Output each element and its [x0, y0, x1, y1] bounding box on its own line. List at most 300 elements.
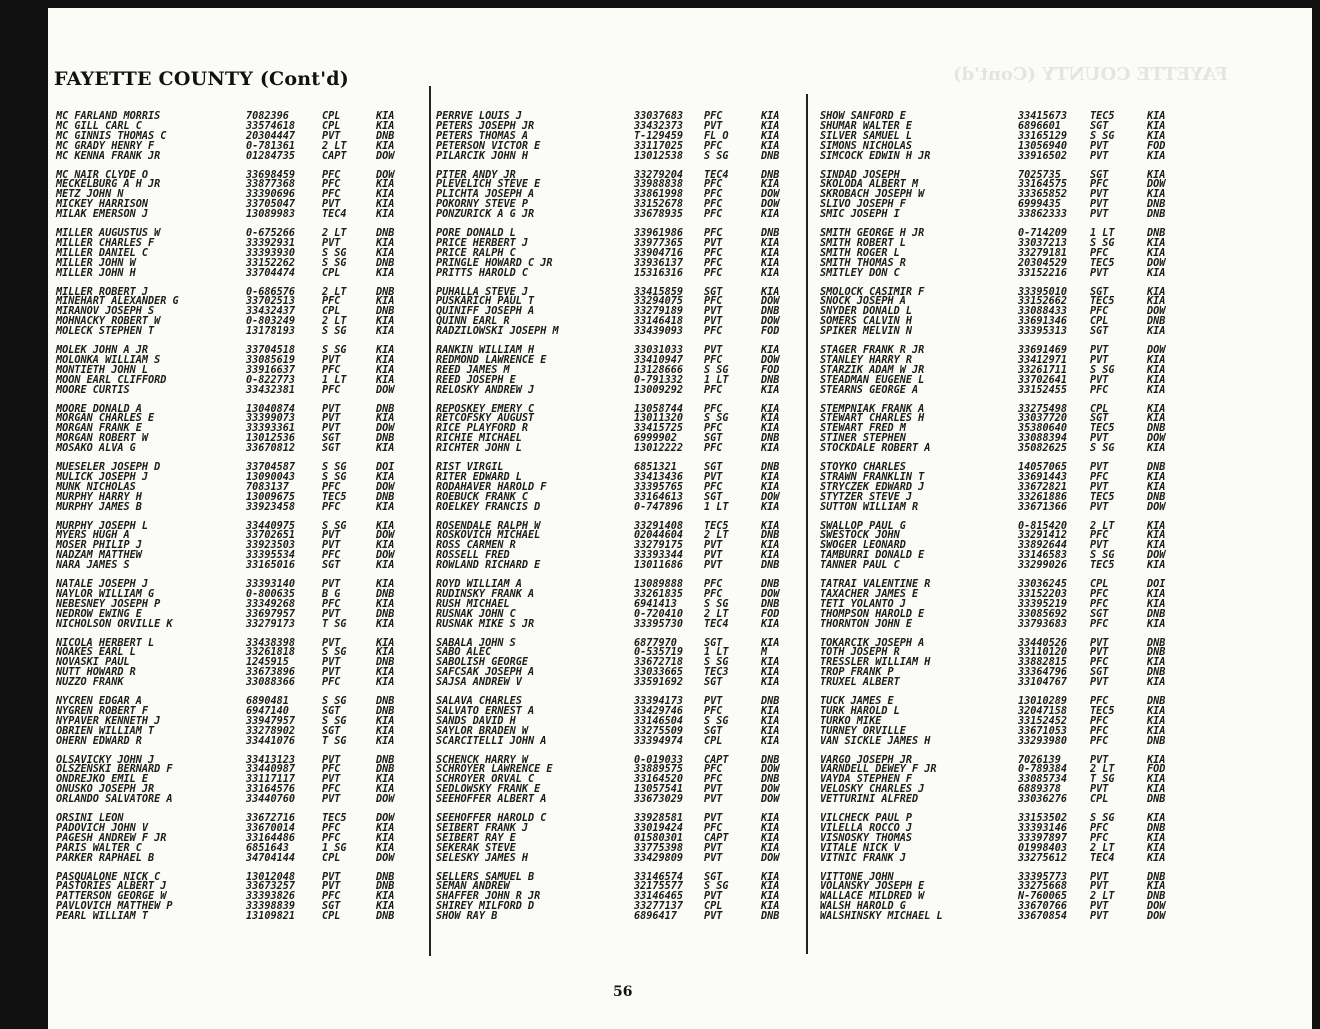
entry-status: KIA — [1147, 189, 1166, 201]
entry-rank: TEC5 — [322, 491, 347, 503]
entry-serial-number: 33432437 — [246, 306, 296, 318]
entry-rank: PVT — [322, 354, 341, 366]
entry-name: PERRVE LOUIS J — [436, 111, 522, 122]
roster-entry — [56, 795, 416, 805]
entry-status: KIA — [1147, 481, 1166, 493]
entry-status: DNB — [761, 150, 780, 162]
entry-serial-number: 33673029 — [634, 794, 684, 806]
entry-name: RELOSKY ANDREW J — [436, 384, 535, 396]
entry-status: DNB — [1147, 637, 1166, 649]
roster-entry — [56, 269, 416, 279]
roster-group — [56, 463, 416, 522]
entry-serial-number: 33429809 — [634, 852, 684, 864]
entry-serial-number: 33670854 — [1018, 911, 1068, 923]
entry-serial-number: 13012538 — [634, 150, 684, 162]
entry-status: KIA — [761, 130, 780, 142]
entry-name: RUDINSKY FRANK A — [436, 588, 535, 600]
entry-status: KIA — [1147, 813, 1166, 824]
entry-serial-number: 33037213 — [1018, 237, 1068, 249]
entry-serial-number: 33278902 — [246, 725, 296, 737]
entry-name: NAYLOR WILLIAM G — [56, 588, 155, 600]
entry-status: KIA — [376, 316, 395, 328]
entry-rank: 1 LT — [704, 647, 729, 659]
entry-rank: PVT — [322, 423, 341, 435]
entry-status: DNB — [376, 754, 395, 766]
entry-status: KIA — [376, 715, 395, 727]
entry-serial-number: 33104767 — [1018, 677, 1068, 689]
entry-name: MIRANOV JOSEPH S — [56, 306, 155, 318]
entry-rank: SGT — [322, 433, 341, 445]
entry-serial-number: 33702641 — [1018, 374, 1068, 386]
entry-rank: SGT — [322, 725, 341, 737]
entry-name: STEMPNIAK FRANK A — [820, 403, 925, 415]
entry-serial-number: 0-791332 — [634, 374, 684, 386]
entry-status: KIA — [376, 120, 395, 132]
entry-serial-number: 33394974 — [634, 735, 684, 747]
entry-name: SAYLOR BRADEN W — [436, 725, 529, 737]
entry-name: VILELLA ROCCO J — [820, 822, 913, 834]
entry-status: DOW — [761, 189, 780, 201]
entry-status: FOD — [761, 608, 780, 620]
entry-rank: PVT — [704, 345, 723, 356]
entry-status: KIA — [376, 443, 395, 455]
entry-name: TURKO MIKE — [820, 715, 882, 727]
entry-name: STOYKO CHARLES — [820, 462, 906, 473]
entry-name: SEKERAK STEVE — [436, 842, 516, 854]
entry-name: VITNIC FRANK J — [820, 852, 906, 864]
entry-name: SABOLISH GEORGE — [436, 657, 529, 669]
entry-serial-number: 33793683 — [1018, 618, 1068, 630]
entry-name: SMITH ROGER L — [820, 247, 900, 259]
entry-serial-number: 33364796 — [1018, 667, 1068, 679]
entry-serial-number: 6890481 — [246, 696, 289, 707]
entry-serial-number: 13009292 — [634, 384, 684, 396]
entry-serial-number: 33349268 — [246, 598, 296, 610]
entry-serial-number: 33294075 — [634, 296, 684, 308]
entry-rank: S SG — [1090, 130, 1115, 142]
entry-status: KIA — [376, 822, 395, 834]
roster-group — [56, 288, 416, 347]
entry-status: DNB — [761, 169, 780, 181]
entry-rank: 2 LT — [1090, 764, 1115, 776]
entry-status: DNB — [1147, 822, 1166, 834]
entry-rank: 2 LT — [322, 286, 347, 298]
entry-status: DNB — [761, 754, 780, 766]
entry-serial-number: 33088366 — [246, 677, 296, 689]
entry-status: KIA — [1147, 384, 1166, 396]
entry-name: PASTORIES ALBERT J — [56, 881, 167, 893]
entry-name: SAJSA ANDREW V — [436, 677, 522, 689]
entry-status: KIA — [761, 677, 780, 689]
entry-status: KIA — [376, 891, 395, 903]
entry-rank: PVT — [322, 608, 341, 620]
entry-serial-number: 33395773 — [1018, 871, 1068, 883]
entry-serial-number: 33393930 — [246, 247, 296, 259]
entry-status: DOW — [761, 491, 780, 503]
entry-name: ROELKEY FRANCIS D — [436, 501, 541, 513]
entry-serial-number: 33365852 — [1018, 189, 1068, 201]
entry-status: KIA — [761, 257, 780, 269]
entry-name: SWOGER LEONARD — [820, 540, 906, 552]
entry-rank: T SG — [322, 735, 347, 747]
entry-name: MILLER DANIEL C — [56, 247, 149, 259]
entry-status: DOW — [1147, 257, 1166, 269]
entry-rank: PVT — [704, 471, 723, 483]
entry-rank: PVT — [322, 637, 341, 649]
entry-rank: PVT — [1090, 189, 1109, 201]
roster-entry — [820, 678, 1180, 688]
entry-name: MOLONKA WILLIAM S — [56, 354, 161, 366]
entry-name: TUCK JAMES E — [820, 696, 894, 707]
entry-status: KIA — [761, 501, 780, 513]
entry-rank: TEC5 — [1090, 560, 1115, 572]
entry-name: ROSENDALE RALPH W — [436, 520, 541, 532]
entry-name: ORLANDO SALVATORE A — [56, 794, 173, 806]
entry-status: KIA — [761, 345, 780, 356]
roster-entry — [820, 327, 1180, 337]
roster-entry — [56, 444, 416, 454]
entry-rank: PFC — [322, 764, 341, 776]
entry-status: KIA — [376, 326, 395, 338]
entry-name: MURPHY HARRY H — [56, 491, 142, 503]
entry-name: WALSH HAROLD G — [820, 901, 906, 913]
column-divider — [429, 86, 431, 956]
roster-entry — [820, 269, 1180, 279]
entry-status: DNB — [376, 228, 395, 239]
entry-name: SHIREY MILFORD D — [436, 901, 535, 913]
entry-serial-number: 33440760 — [246, 794, 296, 806]
entry-name: SCHROYER ORVAL C — [436, 774, 535, 786]
entry-rank: PFC — [322, 891, 341, 903]
entry-rank: PVT — [704, 911, 723, 923]
entry-serial-number: 33672716 — [246, 813, 296, 824]
entry-name: PLEVELICH STEVE E — [436, 179, 541, 191]
entry-name: SWALLOP PAUL G — [820, 520, 906, 532]
entry-rank: 2 LT — [1090, 891, 1115, 903]
entry-rank: TEC4 — [322, 209, 347, 221]
entry-status: DNB — [1147, 647, 1166, 659]
entry-serial-number: 33415725 — [634, 423, 684, 435]
entry-status: DNB — [376, 306, 395, 318]
entry-serial-number: 0-714209 — [1018, 228, 1068, 239]
entry-name: PITER ANDY JR — [436, 169, 516, 181]
roster-group — [436, 112, 796, 171]
entry-name: PRINGLE HOWARD C JR — [436, 257, 553, 269]
roster-group — [820, 697, 1180, 756]
entry-status: KIA — [1147, 296, 1166, 308]
entry-serial-number: 33705047 — [246, 199, 296, 211]
entry-status: KIA — [761, 247, 780, 259]
entry-status: M — [761, 647, 768, 659]
roster-group — [436, 229, 796, 288]
entry-serial-number: 33261711 — [1018, 364, 1068, 376]
entry-serial-number: 33036245 — [1018, 579, 1068, 590]
document-page — [48, 8, 1312, 1029]
entry-name: NARA JAMES S — [56, 560, 130, 572]
entry-name: TANNER PAUL C — [820, 560, 900, 572]
entry-serial-number: 33678935 — [634, 209, 684, 221]
entry-name: SEEHOFFER HAROLD C — [436, 813, 547, 824]
entry-name: REPOSKEY EMERY C — [436, 403, 535, 415]
roster-group — [436, 522, 796, 581]
entry-serial-number: 33146574 — [634, 871, 684, 883]
entry-serial-number: 33892644 — [1018, 540, 1068, 552]
entry-rank: PVT — [704, 813, 723, 824]
entry-name: WALSHINSKY MICHAEL L — [820, 911, 943, 923]
entry-rank: PFC — [1090, 618, 1109, 630]
entry-rank: PFC — [704, 588, 723, 600]
entry-rank: PFC — [1090, 306, 1109, 318]
entry-name: PATTERSON GEORGE W — [56, 891, 167, 903]
entry-status: FOD — [1147, 764, 1166, 776]
roster-entry — [436, 620, 796, 630]
entry-name: SALAVA CHARLES — [436, 696, 522, 707]
entry-rank: S SG — [704, 715, 729, 727]
entry-status: DOW — [376, 384, 395, 396]
entry-status: DNB — [1147, 491, 1166, 503]
entry-status: DNB — [761, 598, 780, 610]
bleed-through-text: FAYETTE COUNTY (Cont'd) — [953, 64, 1229, 85]
entry-status: KIA — [376, 179, 395, 191]
entry-status: DOW — [761, 764, 780, 776]
entry-status: KIA — [761, 209, 780, 221]
entry-status: DOW — [1147, 306, 1166, 318]
roster-group — [56, 756, 416, 815]
entry-serial-number: 6947140 — [246, 705, 289, 717]
roster-group — [56, 580, 416, 639]
entry-name: TAMBURRI DONALD E — [820, 550, 925, 562]
entry-name: NEBESNEY JOSEPH P — [56, 598, 161, 610]
entry-serial-number: 33152262 — [246, 257, 296, 269]
entry-serial-number: 01998403 — [1018, 842, 1068, 854]
entry-name: SHAFFER JOHN R JR — [436, 891, 541, 903]
entry-rank: SGT — [704, 871, 723, 883]
entry-rank: S SG — [322, 462, 347, 473]
entry-name: MORGAN CHARLES E — [56, 413, 155, 425]
entry-serial-number: 33415673 — [1018, 111, 1068, 122]
entry-serial-number: 0-822773 — [246, 374, 296, 386]
entry-name: VILCHECK PAUL P — [820, 813, 913, 824]
entry-serial-number: 33928581 — [634, 813, 684, 824]
entry-rank: CPL — [1090, 794, 1109, 806]
entry-serial-number: 33146465 — [634, 891, 684, 903]
entry-name: VOLANSKY JOSEPH E — [820, 881, 925, 893]
entry-status: KIA — [1147, 169, 1166, 181]
entry-name: TRUXEL ALBERT — [820, 677, 900, 689]
entry-serial-number: 33395219 — [1018, 598, 1068, 610]
entry-status: DNB — [1147, 199, 1166, 211]
entry-rank: SGT — [704, 462, 723, 473]
entry-name: VAN SICKLE JAMES H — [820, 735, 931, 747]
entry-status: KIA — [1147, 354, 1166, 366]
entry-serial-number: T-129459 — [634, 130, 684, 142]
entry-rank: PFC — [704, 579, 723, 590]
entry-status: DNB — [376, 705, 395, 717]
roster-entry — [436, 561, 796, 571]
entry-status: KIA — [761, 471, 780, 483]
roster-group — [56, 814, 416, 873]
entry-status: KIA — [761, 179, 780, 191]
entry-serial-number: 33410947 — [634, 354, 684, 366]
entry-name: RUSH MICHAEL — [436, 598, 510, 610]
entry-serial-number: 33672718 — [634, 657, 684, 669]
entry-name: PILARCIK JOHN H — [436, 150, 529, 162]
entry-name: SWESTOCK JOHN — [820, 530, 900, 542]
entry-rank: PFC — [1090, 530, 1109, 542]
roster-entry — [436, 912, 796, 922]
entry-status: DOI — [376, 462, 395, 473]
entry-serial-number: 33393140 — [246, 579, 296, 590]
entry-name: NYGREN ROBERT F — [56, 705, 149, 717]
entry-serial-number: 33977365 — [634, 237, 684, 249]
entry-status: DOW — [1147, 501, 1166, 513]
roster-entry — [56, 503, 416, 513]
entry-rank: PFC — [1090, 696, 1109, 707]
entry-rank: 2 LT — [704, 608, 729, 620]
entry-name: PASQUALONE NICK C — [56, 871, 161, 883]
entry-rank: CPL — [322, 120, 341, 132]
entry-serial-number: 33152216 — [1018, 267, 1068, 279]
roster-group — [56, 522, 416, 581]
entry-name: MILLER AUGUSTUS W — [56, 228, 161, 239]
entry-serial-number: 33031033 — [634, 345, 684, 356]
entry-status: DOW — [761, 316, 780, 328]
entry-rank: SGT — [1090, 169, 1109, 181]
entry-rank: PVT — [1090, 267, 1109, 279]
roster-entry — [56, 386, 416, 396]
entry-rank: 2 LT — [322, 316, 347, 328]
entry-status: KIA — [1147, 677, 1166, 689]
entry-name: SMIC JOSEPH I — [820, 209, 900, 221]
entry-status: DNB — [1147, 423, 1166, 435]
roster-entry — [436, 444, 796, 454]
entry-serial-number: 13040874 — [246, 403, 296, 415]
entry-name: SAFCSAK JOSEPH A — [436, 667, 535, 679]
entry-rank: PVT — [1090, 637, 1109, 649]
entry-serial-number: 0-747896 — [634, 501, 684, 513]
roster-group — [436, 756, 796, 815]
entry-rank: S SG — [322, 520, 347, 532]
entry-rank: 1 LT — [704, 501, 729, 513]
entry-status: DOW — [761, 296, 780, 308]
entry-serial-number: 33923503 — [246, 540, 296, 552]
entry-rank: TEC4 — [704, 618, 729, 630]
entry-status: KIA — [761, 813, 780, 824]
roster-entry — [436, 210, 796, 220]
roster-group — [820, 873, 1180, 932]
entry-rank: TEC5 — [1090, 423, 1115, 435]
entry-status: KIA — [1147, 705, 1166, 717]
entry-name: TROP FRANK P — [820, 667, 894, 679]
entry-status: DNB — [376, 871, 395, 883]
entry-rank: S SG — [322, 247, 347, 259]
entry-status: KIA — [761, 286, 780, 298]
entry-rank: S SG — [322, 647, 347, 659]
entry-status: DOW — [376, 169, 395, 181]
entry-rank: SGT — [322, 705, 341, 717]
entry-serial-number: 33988838 — [634, 179, 684, 191]
entry-serial-number: 33395534 — [246, 550, 296, 562]
entry-serial-number: 33398839 — [246, 901, 296, 913]
entry-rank: PVT — [1090, 150, 1109, 162]
entry-name: MOLECK STEPHEN T — [56, 326, 155, 338]
entry-status: DNB — [376, 491, 395, 503]
entry-serial-number: 33673257 — [246, 881, 296, 893]
entry-rank: PVT — [322, 403, 341, 415]
entry-serial-number: 33395010 — [1018, 286, 1068, 298]
entry-name: VARNDELL DEWEY F JR — [820, 764, 937, 776]
entry-rank: PVT — [704, 120, 723, 132]
roster-entry — [820, 152, 1180, 162]
entry-name: PUHALLA STEVE J — [436, 286, 529, 298]
entry-rank: PVT — [1090, 433, 1109, 445]
entry-rank: CPL — [704, 901, 723, 913]
entry-serial-number: 33397897 — [1018, 832, 1068, 844]
entry-name: PEARL WILLIAM T — [56, 911, 149, 923]
entry-name: STOCKDALE ROBERT A — [820, 443, 931, 455]
entry-serial-number: 1245915 — [246, 657, 289, 669]
entry-rank: PVT — [322, 130, 341, 142]
entry-name: NATALE JOSEPH J — [56, 579, 149, 590]
entry-name: SEEHOFFER ALBERT A — [436, 794, 547, 806]
roster-column-3 — [820, 112, 1180, 931]
entry-status: DNB — [1147, 209, 1166, 221]
entry-status: KIA — [761, 237, 780, 249]
entry-rank: PFC — [322, 296, 341, 308]
entry-rank: PFC — [704, 384, 723, 396]
entry-status: KIA — [376, 520, 395, 532]
roster-group — [436, 463, 796, 522]
entry-name: MC FARLAND MORRIS — [56, 111, 161, 122]
entry-serial-number: 33392931 — [246, 237, 296, 249]
entry-status: KIA — [376, 471, 395, 483]
entry-serial-number: 33164486 — [246, 832, 296, 844]
entry-name: SKROBACH JOSEPH W — [820, 189, 925, 201]
entry-status: KIA — [376, 501, 395, 513]
entry-serial-number: 13178193 — [246, 326, 296, 338]
entry-name: SMOLOCK CASIMIR F — [820, 286, 925, 298]
entry-serial-number: 33877368 — [246, 179, 296, 191]
entry-name: PUSKARICH PAUL T — [436, 296, 535, 308]
entry-serial-number: 33085619 — [246, 354, 296, 366]
entry-status: KIA — [761, 705, 780, 717]
entry-status: KIA — [761, 550, 780, 562]
entry-status: KIA — [761, 384, 780, 396]
entry-status: DOW — [376, 530, 395, 542]
entry-name: MC GRADY HENRY F — [56, 140, 155, 152]
entry-rank: S SG — [322, 257, 347, 269]
entry-name: MURPHY JAMES B — [56, 501, 142, 513]
entry-name: POKORNY STEVE P — [436, 199, 529, 211]
entry-rank: PVT — [704, 237, 723, 249]
entry-rank: S SG — [322, 715, 347, 727]
entry-name: THORNTON JOHN E — [820, 618, 913, 630]
entry-name: SEDLOWSKY FRANK E — [436, 784, 541, 796]
entry-serial-number: 13010289 — [1018, 696, 1068, 707]
entry-rank: PFC — [1090, 179, 1109, 191]
entry-serial-number: 13057541 — [634, 784, 684, 796]
entry-status: DNB — [761, 560, 780, 572]
entry-rank: PFC — [322, 384, 341, 396]
entry-rank: S SG — [322, 326, 347, 338]
entry-rank: PFC — [322, 832, 341, 844]
entry-serial-number: 33279181 — [1018, 247, 1068, 259]
entry-status: KIA — [1147, 150, 1166, 162]
roster-entry — [436, 152, 796, 162]
entry-name: MONTIETH JOHN L — [56, 364, 149, 376]
entry-serial-number: 0-720410 — [634, 608, 684, 620]
entry-serial-number: 33961986 — [634, 228, 684, 239]
